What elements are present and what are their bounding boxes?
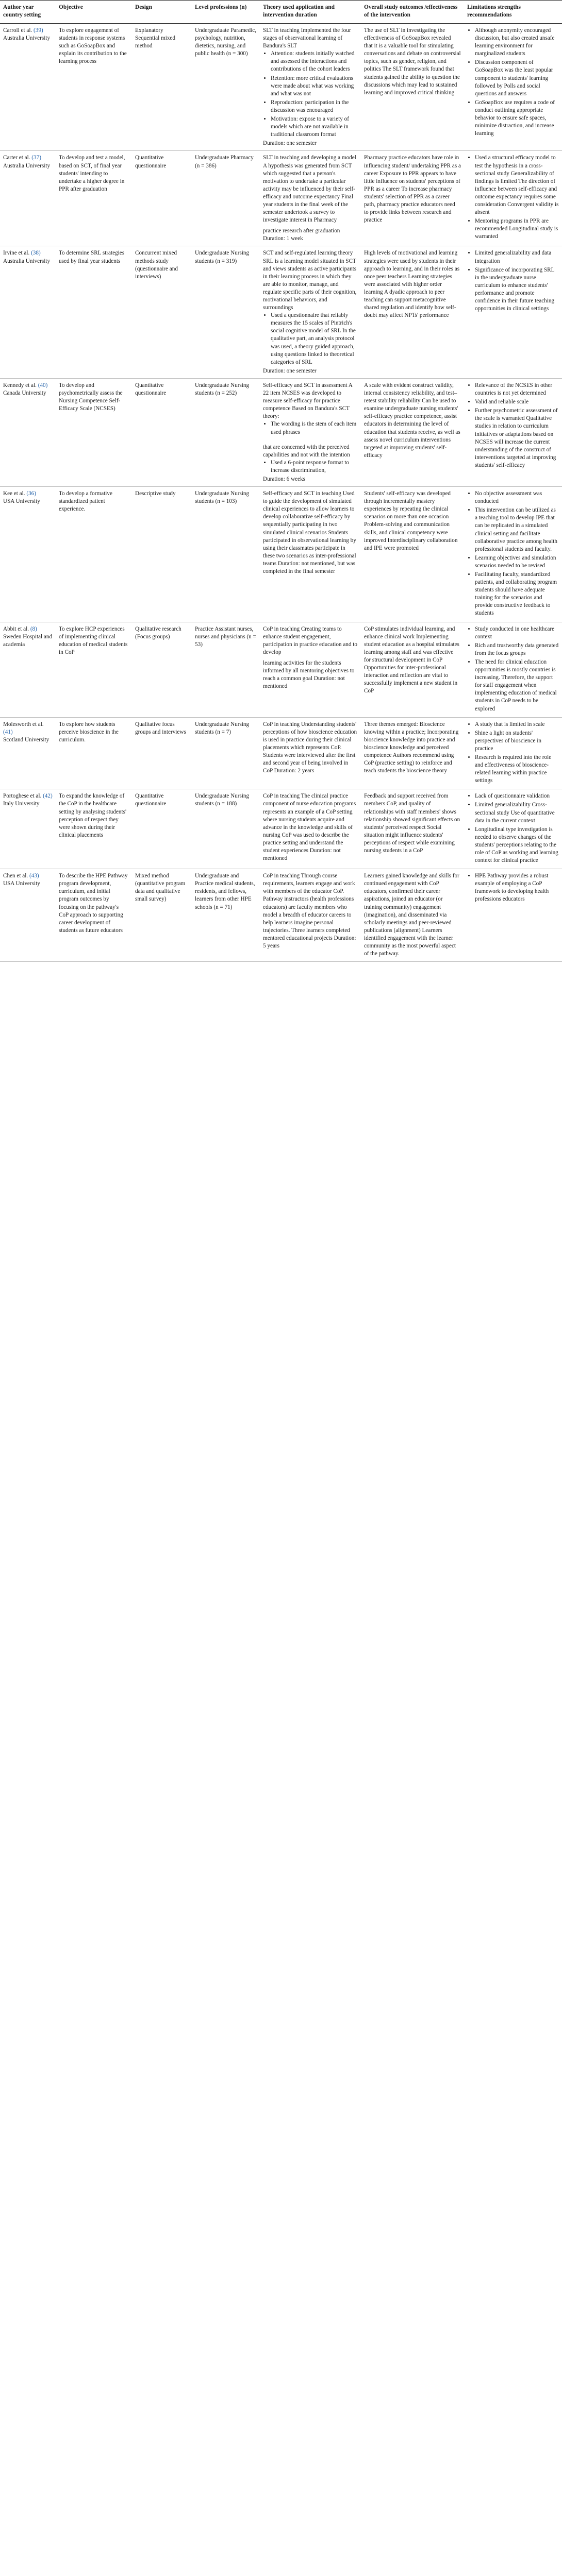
cell-objective: To expand the knowledge of the CoP in the healthcare setting by analysing students' perception of respect they were shown during their clinical placements — [56, 789, 132, 869]
table-row — [0, 151, 562, 246]
cell-paragraph: learning activities for the students informed by all mentoring objectives to reach a common goal Duration: not mentioned — [263, 659, 355, 690]
header-theory: Theory used application and intervention duration — [260, 1, 361, 24]
cell-author — [0, 717, 56, 789]
cell-design: Mixed method (quantitative program data and qualitative small survey) — [132, 869, 192, 961]
bullet-item: • Lack of questionnaire validation — [475, 792, 559, 800]
table-body — [0, 24, 562, 961]
bullet-item: • Research is required into the role and effectiveness of bioscience-related learning within practice settings — [475, 754, 559, 785]
reference-link[interactable]: (40) — [38, 382, 48, 388]
bullet-list — [263, 312, 358, 366]
cell-author — [0, 246, 56, 379]
table-row — [0, 378, 562, 486]
bullet-list — [467, 249, 559, 313]
cell-paragraph: Duration: 6 weeks — [263, 476, 306, 482]
cell-paragraph: Duration: one semester — [263, 140, 317, 147]
cell-theory — [260, 622, 361, 717]
cell-paragraph: Duration: one semester — [263, 367, 317, 374]
bullet-item: • Motivation: expose to a variety of models which are not available in traditional classroom format — [271, 115, 358, 139]
cell-outcomes: A scale with evident construct validity, internal consistency reliability, and test–retest stability reliability Can be used to examine undergraduate nursing students' self-efficacy practice competence, assist educators in determining the level of education that students receive, as well as assess novel curriculum interventions targeted at improving students' self-efficacy — [361, 378, 464, 486]
country-setting: Sweden Hospital and academia — [3, 633, 53, 648]
bullet-item: • Longitudinal type investigation is needed to observe changes of the students' perceptions relating to the role of CoP as working and learning context for clinical practice — [475, 826, 559, 865]
cell-theory — [260, 151, 361, 246]
cell-level: Undergraduate Nursing students (n = 252) — [192, 378, 260, 486]
country-setting: USA University — [3, 880, 40, 887]
bullet-item: • Significance of incorporating SRL in the undergraduate nurse curriculum to enhance students' performance and promote confidence in their future teaching opportunities in clinical settings — [475, 266, 559, 313]
reference-link[interactable]: (43) — [29, 873, 39, 879]
cell-outcomes: Pharmacy practice educators have role in influencing student/ undertaking PPR as a career Exposure to PPR appears to have little influence on students' perceptions of PPR as a career To increase pharmacy students' selection of PPR as a career path, pharmacy practice educators need to provide links between research and practice — [361, 151, 464, 246]
table-header — [0, 1, 562, 24]
cell-author — [0, 789, 56, 869]
bullet-item: • Relevance of the NCSES in other countries is not yet determined — [475, 382, 559, 397]
cell-paragraph: CoP in teaching Through course requirements, learners engage and work with members of the educator CoP. Pathway instructors (health professions educators) are faculty members who model a breadth of educator careers to help learners imagine personal trajectories. Three learners completed mentored educational projects Duration: 5 years — [263, 873, 356, 950]
country-setting: Australia University — [3, 35, 51, 42]
cell-theory — [260, 869, 361, 961]
cell-paragraph: CoP in teaching The clinical practice component of nurse education programs represents an example of a CoP setting where nursing students acquire and advance in the knowledge and skills of nursing CoP was used to describe the practice setting and understand the student experiences Duration: not mentioned — [263, 793, 356, 862]
cell-limitations — [464, 717, 562, 789]
cell-limitations — [464, 24, 562, 151]
bullet-list — [467, 382, 559, 469]
bullet-item: • GoSoapBox use requires a code of conduct outlining appropriate behavior to ensure safe spaces, minimize distraction, and increase learning — [475, 99, 559, 138]
cell-outcomes: Students' self-efficacy was developed through incrementally mastery experiences by repeating the clinical scenarios on more than one occasion Problem-solving and communication skills, and clinical competency were improved Interdisciplinary collaboration and IPE were promoted — [361, 487, 464, 622]
bullet-item: • Used a structural efficacy model to test the hypothesis in a cross-sectional study Generalizability of findings is limited The direction of influence between self-efficacy and outcome expectancy requires some consideration Convergent validity is absent — [475, 154, 559, 216]
header-level: Level professions (n) — [192, 1, 260, 24]
cell-limitations — [464, 378, 562, 486]
header-limitations: Limitations strengths recommendations — [464, 1, 562, 24]
cell-paragraph: SCT and self-regulated learning theory SRL is a learning model situated in SCT and views students as active participants in their learning process in which they are able to monitor, manage, and regulate specific parts of their cognition, motivational behaviors, and surroundings — [263, 250, 357, 311]
cell-paragraph: SLT in teaching Implemented the four stages of observational learning of Bandura's SLT — [263, 27, 351, 49]
cell-author — [0, 24, 56, 151]
cell-author — [0, 151, 56, 246]
bullet-list — [467, 490, 559, 618]
cell-paragraph: CoP in teaching Creating teams to enhance student engagement, participation in practice education and to develop — [263, 625, 357, 655]
bullet-item: • Limited generalizability and data integration — [475, 249, 559, 265]
bullet-item: • Further psychometric assessment of the scale is warranted Qualitative studies in relation to curriculum initiatives or adaptations based on NCSES will increase the current understanding of the construct of interventions targeted at improving students' self-efficacy — [475, 407, 559, 469]
cell-outcomes: Learners gained knowledge and skills for continued engagement with CoP educators, confirmed their career aspirations, joined an educator (or training community) engagement (imagination), and disseminated via scholarly meetings and peer-reviewed publications (alignment) Learners identified engagement with the learner community as the most powerful aspect of the pathway. — [361, 869, 464, 961]
cell-author — [0, 378, 56, 486]
reference-link[interactable]: (39) — [34, 27, 43, 33]
author-name: Abbit et al. — [3, 625, 29, 632]
bullet-item: • The wording is the stem of each item used phrases — [271, 420, 358, 436]
reference-link[interactable]: (41) — [3, 728, 13, 735]
cell-theory — [260, 246, 361, 379]
reference-link[interactable]: (38) — [31, 250, 41, 257]
author-name: Kee et al. — [3, 490, 25, 497]
bullet-list — [467, 872, 559, 903]
country-setting: Australia University — [3, 258, 51, 264]
bullet-item: • The need for clinical education opportunities is mostly countries is increasing. Therefore, the support for staff engagement when implementing education of medical students in CoP needs to be explored — [475, 658, 559, 713]
cell-objective: To develop a formative standardized patient experience. — [56, 487, 132, 622]
cell-level: Undergraduate Nursing students (n = 103) — [192, 487, 260, 622]
bullet-list — [263, 420, 358, 436]
bullet-list — [467, 792, 559, 865]
cell-outcomes: CoP stimulates individual learning, and enhance clinical work Implementing student education as a hospital stimulates learning among staff and was effective for structural development in CoP Opportunities for inter-professional interaction and reflection are vital to successfully implement a new student in CoP — [361, 622, 464, 717]
cell-outcomes: The use of SLT in investigating the effectiveness of GoSoapBox revealed that it is a valuable tool for stimulating conversations and debate on controversial topics, such as gender, religion, and politics The SLT framework found that students gained the ability to question the discussions which may lead to sustained learning and improved critical thinking — [361, 24, 464, 151]
cell-theory — [260, 487, 361, 622]
cell-design: Concurrent mixed methods study (questionnaire and interviews) — [132, 246, 192, 379]
bullet-item: • Although anonymity encouraged discussion, but also created unsafe learning environment for marginalized students — [475, 27, 559, 58]
cell-objective: To develop and psychometrically assess the Nursing Competence Self-Efficacy Scale (NCSES) — [56, 378, 132, 486]
cell-outcomes: Feedback and support received from members CoP, and quality of relationships with staff members' shows relationship showed significant effects on students' perceived respect Social situation might influence students' perceptions of respect while examining nursing students in a CoP — [361, 789, 464, 869]
author-name: Kennedy et al. — [3, 382, 37, 388]
bullet-list — [467, 27, 559, 138]
bullet-item: • Rich and trustworthy data generated from the focus groups — [475, 642, 559, 657]
bullet-item: • Used a questionnaire that reliably measures the 15 scales of Pintrich's social cognitive model of SRL In the qualitative part, an analysis protocol was used, a theory guided approach, using questions linked to theoretical categories of SRL — [271, 312, 358, 366]
table-row — [0, 717, 562, 789]
bullet-item: • Valid and reliable scale — [475, 398, 559, 406]
cell-limitations — [464, 789, 562, 869]
author-name: Chen et al. — [3, 873, 28, 879]
cell-theory — [260, 378, 361, 486]
bullet-item: • Limited generalizability Cross-sectional study Use of quantitative data in the current context — [475, 801, 559, 824]
country-setting: USA University — [3, 498, 40, 505]
cell-author — [0, 869, 56, 961]
cell-paragraph: that are concerned with the perceived capabilities and not with the intention — [263, 444, 350, 458]
cell-design: Quantitative questionnaire — [132, 378, 192, 486]
cell-theory — [260, 789, 361, 869]
cell-design: Explanatory Sequential mixed method — [132, 24, 192, 151]
cell-theory — [260, 717, 361, 789]
bullet-item: • Learning objectives and simulation scenarios needed to be revised — [475, 554, 559, 570]
bullet-item: • Facilitating faculty, standardized patients, and collaborating program students should have adequate training for the scenarios and provide constructive feedback to students — [475, 571, 559, 618]
bullet-list — [467, 154, 559, 241]
cell-objective: To describe the HPE Pathway program development, curriculum, and initial program outcomes by focusing on the pathway's CoP approach to supporting career development of students as future educators — [56, 869, 132, 961]
cell-level: Undergraduate Pharmacy (n = 386) — [192, 151, 260, 246]
table-row — [0, 869, 562, 961]
country-setting: Canada University — [3, 390, 46, 397]
bullet-list — [263, 50, 358, 139]
country-setting: Italy University — [3, 801, 40, 807]
table-row — [0, 487, 562, 622]
cell-level: Practice Assistant nurses, nurses and physicians (n = 53) — [192, 622, 260, 717]
author-name: Portoghese et al. — [3, 793, 42, 800]
cell-objective: To explore HCP experiences of implementing clinical education of medical students in CoP — [56, 622, 132, 717]
reference-link[interactable]: (42) — [43, 793, 53, 800]
cell-objective: To determine SRL strategies used by final year students — [56, 246, 132, 379]
table-row — [0, 789, 562, 869]
cell-limitations — [464, 869, 562, 961]
cell-level: Undergraduate Nursing students (n = 188) — [192, 789, 260, 869]
bullet-item: • Mentoring programs in PPR are recommended Longitudinal study is warranted — [475, 217, 559, 241]
reference-link[interactable]: (36) — [26, 490, 36, 497]
cell-level: Undergraduate and Practice medical students, residents, and fellows, learners from other HPE schools (n = 71) — [192, 869, 260, 961]
cell-limitations — [464, 622, 562, 717]
bullet-item: • This intervention can be utilized as a teaching tool to develop IPE that can be replicated in a simulated clinical setting and facilitate collaborative practice among health professional students and faculty. — [475, 506, 559, 553]
cell-outcomes: High levels of motivational and learning strategies were used by students in their approach to learning, and in their roles as once peer teachers Learning strategies were associated with higher order learning A dyadic approach to peer teaching can support metacognitive shared regulation and identify how self-doubt may affect NPTs' performance — [361, 246, 464, 379]
bullet-item: • No objective assessment was conducted — [475, 490, 559, 505]
reference-link[interactable]: (37) — [31, 155, 41, 161]
header-objective: Objective — [56, 1, 132, 24]
country-setting: Australia University — [3, 162, 51, 169]
header-author: Author year country setting — [0, 1, 56, 24]
bullet-item: • Reproduction: participation in the discussion was encouraged — [271, 99, 358, 114]
cell-author — [0, 622, 56, 717]
header-design: Design — [132, 1, 192, 24]
cell-objective: To develop and test a model, based on SCT, of final year students' intending to undertake a higher degree in PPR after graduation — [56, 151, 132, 246]
bullet-list — [467, 721, 559, 785]
cell-theory — [260, 24, 361, 151]
bullet-item: • Discussion component of GoSoapBox was the least popular component to students' learning followed by Polls and social questions and answers — [475, 59, 559, 97]
author-name: Carter et al. — [3, 155, 30, 161]
bullet-item: • HPE Pathway provides a robust example of employing a CoP framework to developing health professions educators — [475, 872, 559, 903]
cell-paragraph: practice research after graduation Duration: 1 week — [263, 228, 340, 242]
author-name: Carroll et al. — [3, 27, 32, 33]
table-row — [0, 622, 562, 717]
study-summary-table — [0, 0, 562, 961]
cell-limitations — [464, 487, 562, 622]
cell-design: Qualitative focus groups and interviews — [132, 717, 192, 789]
author-name: Irvine et al. — [3, 250, 30, 257]
cell-objective: To explore engagement of students in response systems such as GoSoapBox and explain its contribution to the learning process — [56, 24, 132, 151]
cell-level: Undergraduate Nursing students (n = 7) — [192, 717, 260, 789]
bullet-item: • Used a 6-point response format to increase discrimination, — [271, 459, 358, 474]
cell-outcomes: Three themes emerged: Bioscience knowing within a practice; Incorporating bioscience knowledge into practice and bioscience knowledge and perceived competence Authors recommend using CoP (practice setting) to reinforce and teach students the bioscience theory — [361, 717, 464, 789]
cell-level: Undergraduate Paramedic, psychology, nutrition, dietetics, nursing, and public health (n = 300) — [192, 24, 260, 151]
reference-link[interactable]: (8) — [30, 625, 37, 632]
cell-paragraph: Self-efficacy and SCT in assessment A 22 item NCSES was developed to measure self-efficacy for practice competence Based on Bandura's SCT theory: — [263, 382, 353, 420]
header-outcomes: Overall study outcomes /effectiveness of the intervention — [361, 1, 464, 24]
bullet-item: • Attention: students initially watched and assessed the interactions and contributions of the cohort leaders — [271, 50, 358, 73]
cell-paragraph: Self-efficacy and SCT in teaching Used to guide the development of simulated clinical experiences to allow learners to develop collaborative self-efficacy by sequentially participating in two simulated clinical scenarios Students participated in observational learning by using their classmates participate in these two scenarios as inter-professional teams Duration: not mentioned, but was completed in the final semester — [263, 490, 356, 574]
bullet-item: • Shine a light on students' perspectives of bioscience in practice — [475, 730, 559, 753]
cell-design: Qualitative research (Focus groups) — [132, 622, 192, 717]
cell-paragraph: SLT in teaching and developing a model A hypothesis was generated from SCT which suggested that a person's motivation to undertake a particular activity may be influenced by their self-efficacy and outcome expectancy Final year students in the final week of the semester undertook a survey to investigate interest in Pharmacy — [263, 155, 356, 224]
author-name: Molesworth et al. — [3, 721, 44, 727]
table-row — [0, 24, 562, 151]
cell-paragraph: CoP in teaching Understanding students' perceptions of how bioscience education is used in practice during their clinical placements which represents CoP. Students were interviewed after the first and second year of being involved in CoP Duration: 2 years — [263, 721, 357, 774]
bullet-item: • Study conducted in one healthcare context — [475, 625, 559, 641]
bullet-list — [263, 459, 358, 474]
table-row — [0, 246, 562, 379]
cell-design: Quantitative questionnaire — [132, 789, 192, 869]
cell-level: Undergraduate Nursing students (n = 319) — [192, 246, 260, 379]
cell-design: Descriptive study — [132, 487, 192, 622]
bullet-list — [467, 625, 559, 713]
country-setting: Scotland University — [3, 736, 49, 743]
bullet-item: • A study that is limited in scale — [475, 721, 559, 728]
cell-limitations — [464, 151, 562, 246]
bullet-item: • Retention: more critical evaluations were made about what was working and what was not — [271, 75, 358, 98]
cell-design: Quantitative questionnaire — [132, 151, 192, 246]
cell-author — [0, 487, 56, 622]
cell-objective: To explore how students perceive bioscience in the curriculum. — [56, 717, 132, 789]
cell-limitations — [464, 246, 562, 379]
